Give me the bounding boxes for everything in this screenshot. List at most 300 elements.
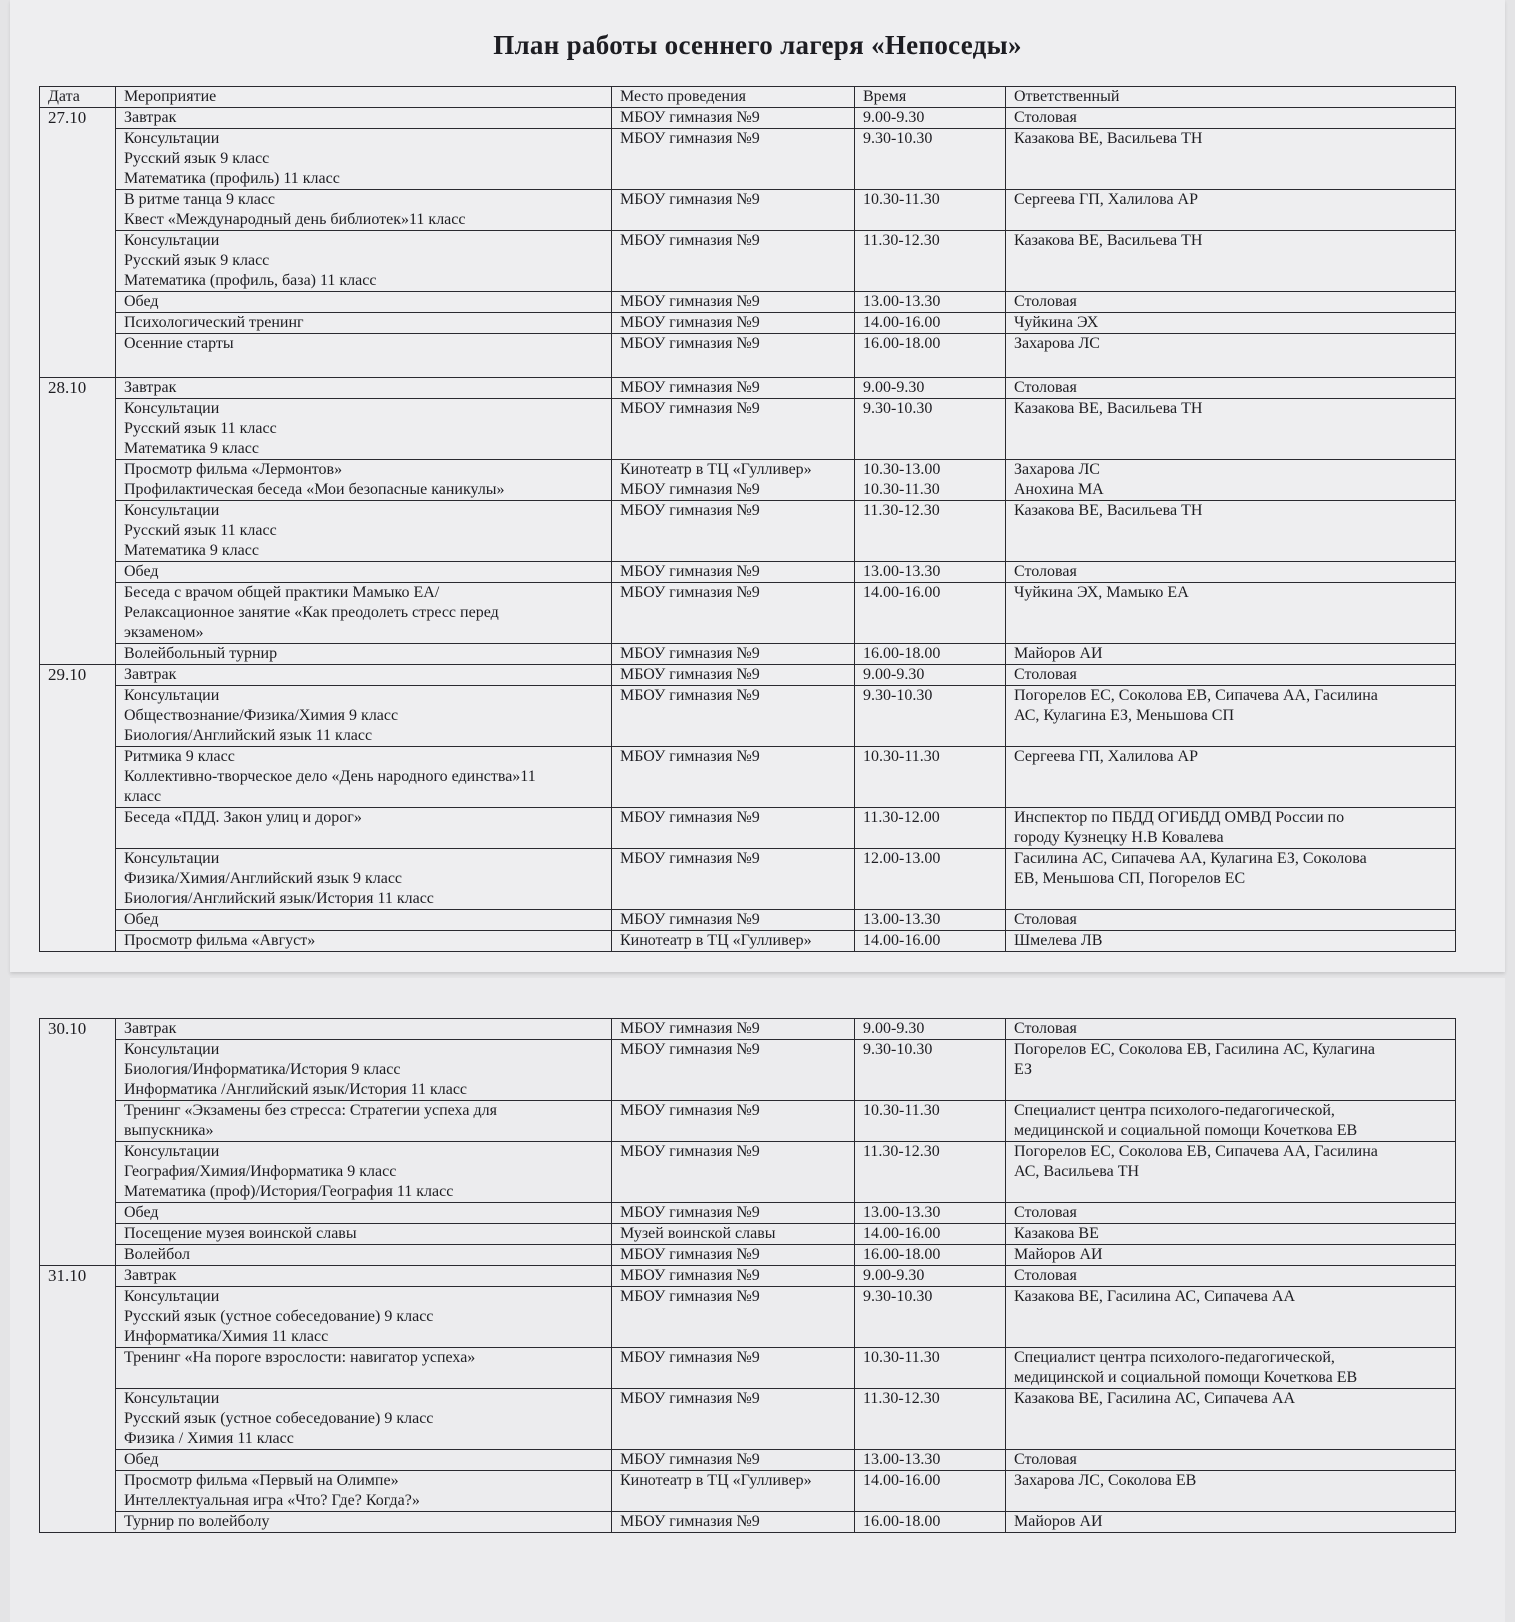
- table-row: [40, 1266, 1456, 1287]
- place-cell-line: МБОУ гимназия №9: [620, 584, 760, 601]
- responsible-cell-line: Столовая: [1014, 911, 1077, 928]
- place-cell: [612, 1245, 855, 1266]
- place-cell: [612, 1471, 855, 1512]
- event-cell-line: Биология/Информатика/История 9 класс: [124, 1061, 401, 1078]
- time-cell: [855, 292, 1006, 313]
- table-row: [40, 931, 1456, 952]
- table-row: [40, 1512, 1456, 1533]
- event-cell-line: Волейбольный турнир: [124, 645, 278, 662]
- time-cell-line: 9.00-9.30: [863, 666, 925, 683]
- place-cell-line: Кинотеатр в ТЦ «Гулливер»: [620, 932, 812, 949]
- responsible-cell-line: Чуйкина ЭХ: [1014, 314, 1099, 331]
- event-cell-line: экзаменом»: [124, 624, 204, 641]
- time-cell-line: 10.30-11.30: [863, 1102, 940, 1119]
- responsible-cell: [1006, 378, 1456, 399]
- table-row: [40, 1450, 1456, 1471]
- responsible-cell: [1006, 665, 1456, 686]
- place-cell-line: МБОУ гимназия №9: [620, 1041, 760, 1058]
- event-cell-line: Физика / Химия 11 класс: [124, 1430, 294, 1447]
- responsible-cell-line: медицинской и социальной помощи Кочеткова ЕВ: [1014, 1122, 1358, 1139]
- event-cell-line: Консультации: [124, 1143, 220, 1160]
- place-cell: [612, 129, 855, 190]
- event-cell-line: Осенние старты: [124, 335, 234, 352]
- event-cell: [116, 562, 612, 583]
- event-cell-line: Коллективно-творческое дело «День народного единства»11: [124, 768, 536, 785]
- time-cell-line: 11.30-12.30: [863, 1143, 940, 1160]
- schedule-table-2: [39, 1018, 1456, 1533]
- responsible-cell-line: Казакова ВЕ, Гасилина АС, Сипачева АА: [1014, 1390, 1296, 1407]
- place-cell: [612, 313, 855, 334]
- event-cell: [116, 1142, 612, 1203]
- time-cell-line: 16.00-18.00: [863, 645, 941, 662]
- event-cell-line: Интеллектуальная игра «Что? Где? Когда?»: [124, 1492, 420, 1509]
- place-cell: [612, 849, 855, 910]
- event-cell-line: Русский язык 9 класс: [124, 150, 270, 167]
- table-row: [40, 849, 1456, 910]
- responsible-cell-line: Столовая: [1014, 563, 1077, 580]
- time-cell-line: 14.00-16.00: [863, 932, 941, 949]
- table-row: [40, 1224, 1456, 1245]
- place-cell: [612, 686, 855, 747]
- event-cell-line: Обед: [124, 1451, 159, 1468]
- time-cell: [855, 313, 1006, 334]
- responsible-cell: [1006, 1245, 1456, 1266]
- place-cell: [612, 1101, 855, 1142]
- event-cell-line: Консультации: [124, 502, 220, 519]
- event-cell-line: Математика 9 класс: [124, 440, 259, 457]
- event-cell-line: Математика (профиль, база) 11 класс: [124, 272, 377, 289]
- time-cell: [855, 501, 1006, 562]
- event-cell: [116, 1101, 612, 1142]
- time-cell-line: 16.00-18.00: [863, 335, 941, 352]
- time-cell-line: 13.00-13.30: [863, 1451, 941, 1468]
- responsible-cell: [1006, 190, 1456, 231]
- event-cell: [116, 231, 612, 292]
- time-cell: [855, 849, 1006, 910]
- place-cell-line: МБОУ гимназия №9: [620, 400, 760, 417]
- event-cell: [116, 378, 612, 399]
- place-cell-line: МБОУ гимназия №9: [620, 911, 760, 928]
- table-row: [40, 231, 1456, 292]
- event-cell-line: Математика 9 класс: [124, 542, 259, 559]
- event-cell-line: Консультации: [124, 232, 220, 249]
- responsible-cell-line: Гасилина АС, Сипачева АА, Кулагина ЕЗ, Соколова: [1014, 850, 1367, 867]
- place-cell-line: МБОУ гимназия №9: [620, 645, 760, 662]
- page-title: План работы осеннего лагеря «Непоседы»: [493, 30, 1022, 60]
- table-row: [40, 583, 1456, 644]
- header-responsible: Ответственный: [1006, 87, 1456, 108]
- responsible-cell-line: Шмелева ЛВ: [1014, 932, 1103, 949]
- event-cell-line: Просмотр фильма «Первый на Олимпе»: [124, 1472, 399, 1489]
- event-cell-line: Завтрак: [124, 379, 177, 396]
- time-cell: [855, 1019, 1006, 1040]
- event-cell: [116, 1224, 612, 1245]
- schedule-body-2: [40, 1019, 1456, 1533]
- time-cell: [855, 686, 1006, 747]
- event-cell-line: Релаксационное занятие «Как преодолеть стресс перед: [124, 604, 499, 621]
- date-cell: 27.10: [40, 108, 116, 378]
- time-cell: [855, 562, 1006, 583]
- place-cell-line: МБОУ гимназия №9: [620, 563, 760, 580]
- place-cell: [612, 808, 855, 849]
- date-cell: 28.10: [40, 378, 116, 665]
- responsible-cell-line: Сергеева ГП, Халилова АР: [1014, 191, 1198, 208]
- place-cell-line: МБОУ гимназия №9: [620, 666, 760, 683]
- time-cell: [855, 1224, 1006, 1245]
- table-row: [40, 665, 1456, 686]
- schedule-body-1: [40, 108, 1456, 952]
- table-row: [40, 190, 1456, 231]
- event-cell-line: Тренинг «Экзамены без стресса: Стратегии успеха для: [124, 1102, 497, 1119]
- time-cell: [855, 1348, 1006, 1389]
- time-cell: [855, 1040, 1006, 1101]
- table-row: [40, 686, 1456, 747]
- event-cell-line: Консультации: [124, 1041, 220, 1058]
- table-row: [40, 501, 1456, 562]
- responsible-cell: [1006, 1266, 1456, 1287]
- table-row: [40, 562, 1456, 583]
- responsible-cell: [1006, 292, 1456, 313]
- responsible-cell: [1006, 108, 1456, 129]
- time-cell: [855, 108, 1006, 129]
- event-cell-line: Русский язык (устное собеседование) 9 класс: [124, 1308, 434, 1325]
- event-cell-line: Просмотр фильма «Август»: [124, 932, 316, 949]
- event-cell: [116, 1203, 612, 1224]
- responsible-cell-line: Специалист центра психолого-педагогической,: [1014, 1102, 1335, 1119]
- place-cell: [612, 501, 855, 562]
- responsible-cell-line: ЕЗ: [1014, 1061, 1032, 1078]
- time-cell-line: 10.30-11.30: [863, 748, 940, 765]
- time-cell-line: 14.00-16.00: [863, 1225, 941, 1242]
- event-cell: [116, 747, 612, 808]
- table-row: [40, 1287, 1456, 1348]
- place-cell-line: МБОУ гимназия №9: [620, 232, 760, 249]
- event-cell-line: Консультации: [124, 1390, 220, 1407]
- responsible-cell-line: Столовая: [1014, 1451, 1077, 1468]
- place-cell: [612, 334, 855, 378]
- time-cell-line: 9.00-9.30: [863, 1267, 925, 1284]
- event-cell-line: Обед: [124, 293, 159, 310]
- place-cell-line: МБОУ гимназия №9: [620, 293, 760, 310]
- time-cell: [855, 460, 1006, 501]
- time-cell: [855, 931, 1006, 952]
- responsible-cell-line: Погорелов ЕС, Соколова ЕВ, Сипачева АА, Гасилина: [1014, 1143, 1378, 1160]
- event-cell-line: Просмотр фильма «Лермонтов»: [124, 461, 343, 478]
- place-cell: [612, 562, 855, 583]
- time-cell: [855, 399, 1006, 460]
- responsible-cell-line: Инспектор по ПБДД ОГИБДД ОМВД России по: [1014, 809, 1345, 826]
- place-cell: [612, 1203, 855, 1224]
- header-date: Дата: [40, 87, 116, 108]
- event-cell-line: Физика/Химия/Английский язык 9 класс: [124, 870, 403, 887]
- time-cell-line: 9.30-10.30: [863, 1288, 933, 1305]
- time-cell-line: 13.00-13.30: [863, 911, 941, 928]
- place-cell-line: МБОУ гимназия №9: [620, 502, 760, 519]
- place-cell-line: МБОУ гимназия №9: [620, 850, 760, 867]
- event-cell-line: Завтрак: [124, 1020, 177, 1037]
- responsible-cell-line: Специалист центра психолого-педагогической,: [1014, 1349, 1335, 1366]
- time-cell-line: 9.30-10.30: [863, 400, 933, 417]
- time-cell-line: 9.30-10.30: [863, 130, 933, 147]
- table-row: [40, 378, 1456, 399]
- time-cell-line: 14.00-16.00: [863, 1472, 941, 1489]
- event-cell: [116, 1348, 612, 1389]
- event-cell-line: Обед: [124, 1204, 159, 1221]
- event-cell-line: Турнир по волейболу: [124, 1513, 270, 1530]
- place-cell-line: МБОУ гимназия №9: [620, 1143, 760, 1160]
- time-cell: [855, 747, 1006, 808]
- time-cell: [855, 910, 1006, 931]
- responsible-cell: [1006, 562, 1456, 583]
- responsible-cell-line: Столовая: [1014, 1267, 1077, 1284]
- event-cell-line: класс: [124, 788, 162, 805]
- responsible-cell-line: Захарова ЛС: [1014, 335, 1100, 352]
- table-row: [40, 460, 1456, 501]
- date-cell: 30.10: [40, 1019, 116, 1266]
- place-cell-line: МБОУ гимназия №9: [620, 809, 760, 826]
- event-cell: [116, 1389, 612, 1450]
- responsible-cell-line: Казакова ВЕ: [1014, 1225, 1099, 1242]
- time-cell-line: 9.00-9.30: [863, 1020, 925, 1037]
- responsible-cell-line: Погорелов ЕС, Соколова ЕВ, Сипачева АА, Гасилина: [1014, 687, 1378, 704]
- time-cell: [855, 1287, 1006, 1348]
- place-cell-line: МБОУ гимназия №9: [620, 1513, 760, 1530]
- responsible-cell: [1006, 231, 1456, 292]
- event-cell-line: Квест «Международный день библиотек»11 класс: [124, 211, 466, 228]
- time-cell: [855, 1389, 1006, 1450]
- place-cell: [612, 399, 855, 460]
- time-cell-line: 12.00-13.00: [863, 850, 941, 867]
- time-cell-line: 10.30-11.30: [863, 1349, 940, 1366]
- responsible-cell: [1006, 1471, 1456, 1512]
- page-sheet-2: [10, 978, 1505, 1622]
- time-cell-line: 11.30-12.30: [863, 502, 940, 519]
- event-cell-line: Беседа «ПДД. Закон улиц и дорог»: [124, 809, 362, 826]
- table-row: [40, 644, 1456, 665]
- place-cell-line: МБОУ гимназия №9: [620, 687, 760, 704]
- event-cell: [116, 292, 612, 313]
- event-cell-line: Русский язык 9 класс: [124, 252, 270, 269]
- responsible-cell: [1006, 460, 1456, 501]
- responsible-cell-line: Столовая: [1014, 1020, 1077, 1037]
- event-cell-line: Биология/Английский язык 11 класс: [124, 727, 373, 744]
- event-cell-line: Завтрак: [124, 109, 177, 126]
- header-time: Время: [855, 87, 1006, 108]
- time-cell: [855, 808, 1006, 849]
- place-cell: [612, 910, 855, 931]
- event-cell-line: Информатика/Химия 11 класс: [124, 1328, 329, 1345]
- responsible-cell-line: Столовая: [1014, 109, 1077, 126]
- place-cell: [612, 190, 855, 231]
- place-cell-line: МБОУ гимназия №9: [620, 314, 760, 331]
- place-cell-line: МБОУ гимназия №9: [620, 379, 760, 396]
- event-cell: [116, 399, 612, 460]
- responsible-cell-line: Столовая: [1014, 293, 1077, 310]
- place-cell-line: МБОУ гимназия №9: [620, 335, 760, 352]
- event-cell-line: Завтрак: [124, 666, 177, 683]
- event-cell-line: Обед: [124, 911, 159, 928]
- place-cell: [612, 1266, 855, 1287]
- table-row: [40, 108, 1456, 129]
- responsible-cell: [1006, 1224, 1456, 1245]
- place-cell: [612, 1287, 855, 1348]
- time-cell-line: 11.30-12.30: [863, 1390, 940, 1407]
- place-cell: [612, 1019, 855, 1040]
- table-row: [40, 1389, 1456, 1450]
- event-cell-line: Консультации: [124, 400, 220, 417]
- responsible-cell: [1006, 1142, 1456, 1203]
- responsible-cell: [1006, 910, 1456, 931]
- place-cell: [612, 1450, 855, 1471]
- time-cell: [855, 1203, 1006, 1224]
- place-cell: [612, 108, 855, 129]
- event-cell: [116, 665, 612, 686]
- time-cell: [855, 231, 1006, 292]
- time-cell-line: 13.00-13.30: [863, 1204, 941, 1221]
- header-row: [40, 87, 1456, 108]
- time-cell: [855, 665, 1006, 686]
- responsible-cell: [1006, 747, 1456, 808]
- event-cell-line: В ритме танца 9 класс: [124, 191, 276, 208]
- time-cell-line: 9.30-10.30: [863, 687, 933, 704]
- place-cell: [612, 931, 855, 952]
- event-cell-line: Беседа с врачом общей практики Мамыко ЕА/: [124, 584, 440, 601]
- event-cell: [116, 583, 612, 644]
- place-cell-line: МБОУ гимназия №9: [620, 1390, 760, 1407]
- responsible-cell-line: Анохина МА: [1014, 481, 1104, 498]
- place-cell-line: МБОУ гимназия №9: [620, 1288, 760, 1305]
- event-cell-line: Профилактическая беседа «Мои безопасные каникулы»: [124, 481, 505, 498]
- event-cell: [116, 460, 612, 501]
- event-cell-line: Волейбол: [124, 1246, 191, 1263]
- place-cell-line: Кинотеатр в ТЦ «Гулливер»: [620, 1472, 812, 1489]
- time-cell-line: 9.00-9.30: [863, 109, 925, 126]
- responsible-cell-line: АС, Кулагина ЕЗ, Меньшова СП: [1014, 707, 1235, 724]
- table-row: [40, 1142, 1456, 1203]
- event-cell-line: Тренинг «На пороге взрослости: навигатор успеха»: [124, 1349, 476, 1366]
- event-cell: [116, 1245, 612, 1266]
- place-cell-line: МБОУ гимназия №9: [620, 1267, 760, 1284]
- table-row: [40, 1203, 1456, 1224]
- event-cell-line: Завтрак: [124, 1267, 177, 1284]
- time-cell-line: 11.30-12.30: [863, 232, 940, 249]
- event-cell-line: Математика (проф)/История/География 11 класс: [124, 1183, 454, 1200]
- time-cell: [855, 190, 1006, 231]
- time-cell: [855, 1142, 1006, 1203]
- responsible-cell: [1006, 1450, 1456, 1471]
- header-event: Мероприятие: [116, 87, 612, 108]
- place-cell: [612, 1040, 855, 1101]
- event-cell-line: Консультации: [124, 687, 220, 704]
- event-cell-line: Ритмика 9 класс: [124, 748, 235, 765]
- responsible-cell: [1006, 686, 1456, 747]
- event-cell: [116, 313, 612, 334]
- event-cell: [116, 334, 612, 378]
- place-cell-line: МБОУ гимназия №9: [620, 1246, 760, 1263]
- table-row: [40, 129, 1456, 190]
- event-cell-line: Обед: [124, 563, 159, 580]
- table-row: [40, 808, 1456, 849]
- event-cell: [116, 1019, 612, 1040]
- place-cell: [612, 583, 855, 644]
- responsible-cell-line: Казакова ВЕ, Васильева ТН: [1014, 130, 1203, 147]
- table-row: [40, 747, 1456, 808]
- responsible-cell: [1006, 808, 1456, 849]
- place-cell: [612, 747, 855, 808]
- responsible-cell-line: Майоров АИ: [1014, 645, 1103, 662]
- event-cell: [116, 501, 612, 562]
- time-cell: [855, 583, 1006, 644]
- table-row: [40, 1245, 1456, 1266]
- responsible-cell-line: городу Кузнецку Н.В Ковалева: [1014, 829, 1224, 846]
- place-cell: [612, 1389, 855, 1450]
- event-cell: [116, 686, 612, 747]
- event-cell: [116, 910, 612, 931]
- responsible-cell-line: Захарова ЛС, Соколова ЕВ: [1014, 1472, 1197, 1489]
- header-place: Место проведения: [612, 87, 855, 108]
- responsible-cell-line: ЕВ, Меньшова СП, Погорелов ЕС: [1014, 870, 1246, 887]
- place-cell-line: МБОУ гимназия №9: [620, 109, 760, 126]
- event-cell-line: Консультации: [124, 130, 220, 147]
- event-cell-line: Русский язык 11 класс: [124, 420, 277, 437]
- event-cell: [116, 1040, 612, 1101]
- event-cell-line: Психологический тренинг: [124, 314, 304, 331]
- responsible-cell: [1006, 583, 1456, 644]
- table-row: [40, 1471, 1456, 1512]
- place-cell: [612, 1348, 855, 1389]
- schedule-table-1: [39, 86, 1456, 952]
- place-cell: [612, 1512, 855, 1533]
- responsible-cell-line: Столовая: [1014, 379, 1077, 396]
- responsible-cell: [1006, 1203, 1456, 1224]
- date-cell: 29.10: [40, 665, 116, 952]
- page-sheet-1: [10, 0, 1505, 972]
- time-cell-line: 10.30-13.00: [863, 461, 941, 478]
- table-row: [40, 910, 1456, 931]
- place-cell-line: МБОУ гимназия №9: [620, 1349, 760, 1366]
- time-cell: [855, 334, 1006, 378]
- responsible-cell: [1006, 1019, 1456, 1040]
- table-row: [40, 1348, 1456, 1389]
- place-cell: [612, 665, 855, 686]
- responsible-cell: [1006, 1040, 1456, 1101]
- time-cell-line: 16.00-18.00: [863, 1246, 941, 1263]
- event-cell-line: Русский язык (устное собеседование) 9 класс: [124, 1410, 434, 1427]
- responsible-cell-line: Казакова ВЕ, Васильева ТН: [1014, 400, 1203, 417]
- event-cell-line: Математика (профиль) 11 класс: [124, 170, 340, 187]
- place-cell-line: МБОУ гимназия №9: [620, 748, 760, 765]
- event-cell-line: Консультации: [124, 850, 220, 867]
- event-cell-line: выпускника»: [124, 1122, 214, 1139]
- responsible-cell-line: Казакова ВЕ, Гасилина АС, Сипачева АА: [1014, 1288, 1296, 1305]
- place-cell-line: МБОУ гимназия №9: [620, 1451, 760, 1468]
- place-cell: [612, 1224, 855, 1245]
- event-cell: [116, 129, 612, 190]
- time-cell: [855, 1101, 1006, 1142]
- place-cell: [612, 1142, 855, 1203]
- place-cell-line: МБОУ гимназия №9: [620, 191, 760, 208]
- responsible-cell: [1006, 1101, 1456, 1142]
- time-cell: [855, 1512, 1006, 1533]
- time-cell: [855, 378, 1006, 399]
- responsible-cell: [1006, 1348, 1456, 1389]
- responsible-cell-line: Погорелов ЕС, Соколова ЕВ, Гасилина АС, Кулагина: [1014, 1041, 1375, 1058]
- place-cell-line: МБОУ гимназия №9: [620, 1204, 760, 1221]
- responsible-cell-line: АС, Васильева ТН: [1014, 1163, 1140, 1180]
- time-cell-line: 13.00-13.30: [863, 293, 941, 310]
- responsible-cell-line: медицинской и социальной помощи Кочеткова ЕВ: [1014, 1369, 1358, 1386]
- table-row: [40, 1101, 1456, 1142]
